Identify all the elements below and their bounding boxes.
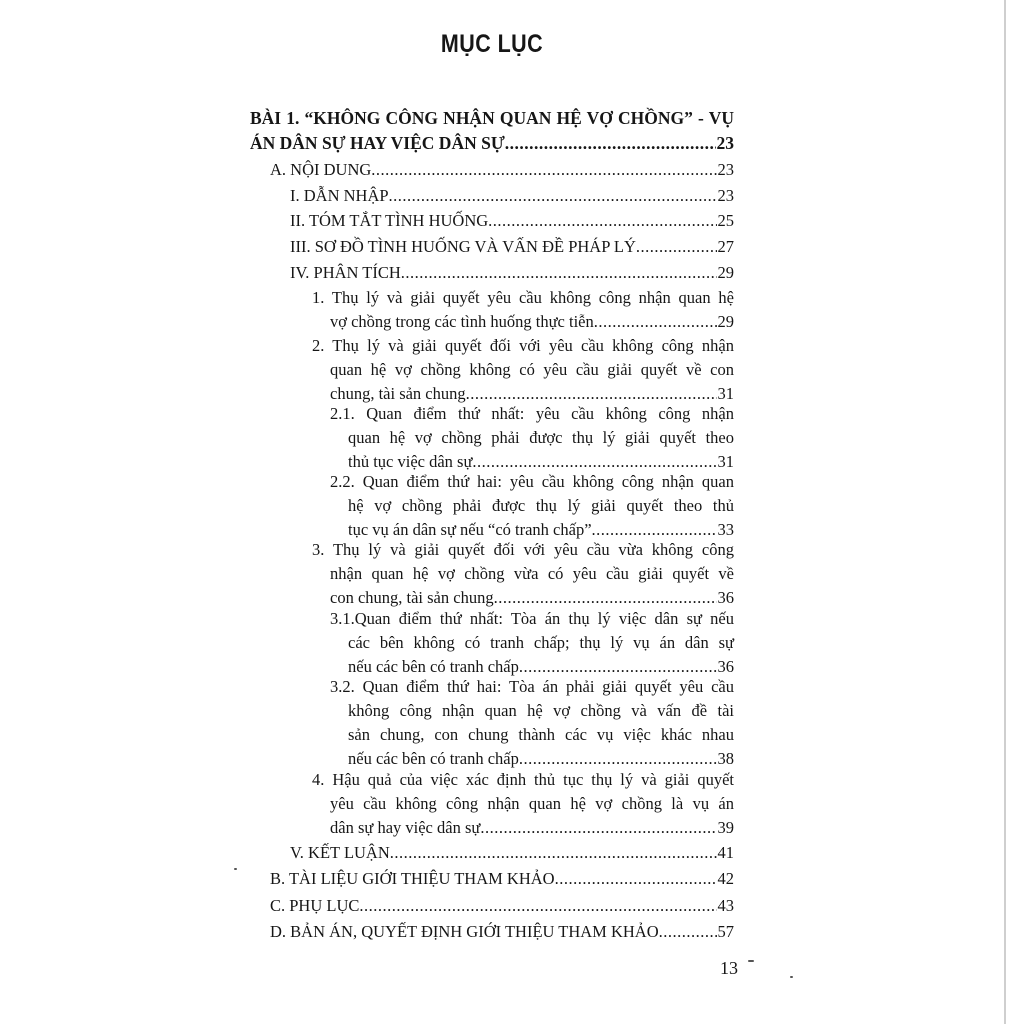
toc-entry-text: 2. Thụ lý và giải quyết đối với yêu cầu không công nhận xyxy=(312,336,734,355)
toc-entry-text: V. KẾT LUẬN xyxy=(290,843,390,862)
toc-entry-text: BÀI 1. “KHÔNG CÔNG NHẬN QUAN HỆ VỢ CHỒNG” - VỤ xyxy=(250,108,734,128)
dot-leader xyxy=(659,920,717,944)
toc-entry[interactable] xyxy=(312,334,734,406)
dot-leader xyxy=(371,158,716,182)
toc-entry[interactable] xyxy=(270,158,734,182)
dot-leader xyxy=(488,209,716,233)
toc-entry-text: D. BẢN ÁN, QUYẾT ĐỊNH GIỚI THIỆU THAM KHẢO xyxy=(270,922,659,941)
scan-speck xyxy=(790,976,793,978)
toc-entry[interactable] xyxy=(290,261,734,285)
toc-page-number: 23 xyxy=(717,186,734,205)
toc-entry[interactable] xyxy=(330,402,734,474)
toc-page-number: 36 xyxy=(717,588,734,607)
toc-entry-text: 2.1. Quan điểm thứ nhất: yêu cầu không công nhận xyxy=(330,404,734,423)
toc-entry[interactable] xyxy=(270,867,734,891)
toc-entry[interactable] xyxy=(330,607,734,679)
toc-entry-text: A. NỘI DUNG xyxy=(270,160,372,179)
toc-entry-text: nếu các bên có tranh chấp xyxy=(348,749,519,768)
toc-page-number: 23 xyxy=(717,160,734,179)
toc-entry-text: con chung, tài sản chung xyxy=(330,588,494,607)
toc-entry-text: I. DẪN NHẬP xyxy=(290,186,389,205)
dot-leader xyxy=(401,261,717,285)
toc-page-number: 41 xyxy=(717,843,734,862)
toc-page-number: 57 xyxy=(717,922,734,941)
toc-entry-text: sản chung, con chung thành các vụ việc khác nhau xyxy=(348,725,734,744)
scan-speck xyxy=(234,868,237,870)
toc-page-number: 42 xyxy=(717,869,734,888)
toc-entry[interactable] xyxy=(290,209,734,233)
toc-entry-text: 1. Thụ lý và giải quyết yêu cầu không công nhận quan hệ xyxy=(312,288,734,307)
toc-entry-text: tục vụ án dân sự nếu “có tranh chấp” xyxy=(348,520,592,539)
toc-page-number: 31 xyxy=(717,452,734,471)
toc-entry-text: quan hệ vợ chồng không có yêu cầu giải quyết về con xyxy=(330,360,734,379)
toc-entry[interactable] xyxy=(312,768,734,840)
toc-entry-text: 4. Hậu quả của việc xác định thủ tục thụ lý và giải quyết xyxy=(312,770,734,789)
dot-leader xyxy=(505,131,716,156)
toc-page-number: 29 xyxy=(717,312,734,331)
dot-leader xyxy=(636,235,717,259)
toc-entry-text: quan hệ vợ chồng phải được thụ lý giải quyết theo xyxy=(348,428,734,447)
toc-entry-text: vợ chồng trong các tình huống thực tiễn xyxy=(330,312,594,331)
toc-entry[interactable] xyxy=(290,841,734,865)
dot-leader xyxy=(359,894,716,918)
page-title: MỤC LỤC xyxy=(440,30,544,58)
toc-page-number: 31 xyxy=(717,384,734,403)
toc-entry-text: IV. PHÂN TÍCH xyxy=(290,263,401,282)
toc-entry-text: 3. Thụ lý và giải quyết đối với yêu cầu vừa không công xyxy=(312,540,734,559)
dot-leader xyxy=(389,184,717,208)
toc-entry[interactable] xyxy=(290,235,734,259)
dot-leader xyxy=(390,841,717,865)
toc-page-number: 29 xyxy=(717,263,734,282)
page-number: 13 xyxy=(720,958,738,978)
toc-entry-text: thủ tục việc dân sự xyxy=(348,452,473,471)
toc-entry-text: chung, tài sản chung xyxy=(330,384,466,403)
toc-entry-text: II. TÓM TẮT TÌNH HUỐNG xyxy=(290,211,489,230)
toc-page-number: 39 xyxy=(717,818,734,837)
toc-entry-text: không công nhận quan hệ vợ chồng và vấn đề tài xyxy=(348,701,734,720)
toc-entry[interactable] xyxy=(290,184,734,208)
dot-leader xyxy=(480,816,716,840)
toc-page-number: 38 xyxy=(717,749,734,768)
dot-leader xyxy=(594,310,717,334)
scan-speck xyxy=(748,960,754,962)
toc-entry-text: III. SƠ ĐỒ TÌNH HUỐNG VÀ VẤN ĐỀ PHÁP LÝ xyxy=(290,237,636,256)
dot-leader xyxy=(555,867,717,891)
toc-entry-text: các bên không có tranh chấp; thụ lý vụ án dân sự xyxy=(348,633,734,652)
toc-entry-text: B. TÀI LIỆU GIỚI THIỆU THAM KHẢO xyxy=(270,869,555,888)
toc-entry[interactable] xyxy=(312,538,734,610)
toc-page-number: 36 xyxy=(717,657,734,676)
toc-entry[interactable] xyxy=(250,106,734,156)
toc-entry-text: C. PHỤ LỤC xyxy=(270,896,360,915)
toc-page-number: 33 xyxy=(717,520,734,539)
toc-entry[interactable] xyxy=(270,920,734,944)
toc-entry-text: nhận quan hệ vợ chồng vừa có yêu cầu giải quyết về xyxy=(330,564,734,583)
toc-entry[interactable] xyxy=(270,894,734,918)
toc-entry-text: hệ vợ chồng phải được thụ lý giải quyết theo thủ xyxy=(348,496,734,515)
toc-entry[interactable] xyxy=(330,675,734,771)
toc-entry-text: ÁN DÂN SỰ HAY VIỆC DÂN SỰ xyxy=(250,133,505,153)
toc-page-number: 25 xyxy=(717,211,734,230)
toc-page-number: 27 xyxy=(717,237,734,256)
toc-entry[interactable] xyxy=(312,286,734,334)
toc-entry[interactable] xyxy=(330,470,734,542)
toc-entry-text: yêu cầu không công nhận quan hệ vợ chồng là vụ án xyxy=(330,794,734,813)
toc-page-number: 43 xyxy=(717,896,734,915)
toc-entry-text: dân sự hay việc dân sự xyxy=(330,818,481,837)
toc-entry-text: nếu các bên có tranh chấp xyxy=(348,657,519,676)
toc-entry-text: 3.2. Quan điểm thứ hai: Tòa án phải giải quyết yêu cầu xyxy=(330,677,734,696)
toc-page-number: 23 xyxy=(716,133,734,153)
toc-entry-text: 3.1.Quan điểm thứ nhất: Tòa án thụ lý việc dân sự nếu xyxy=(330,609,734,628)
toc-entry-text: 2.2. Quan điểm thứ hai: yêu cầu không công nhận quan xyxy=(330,472,734,491)
